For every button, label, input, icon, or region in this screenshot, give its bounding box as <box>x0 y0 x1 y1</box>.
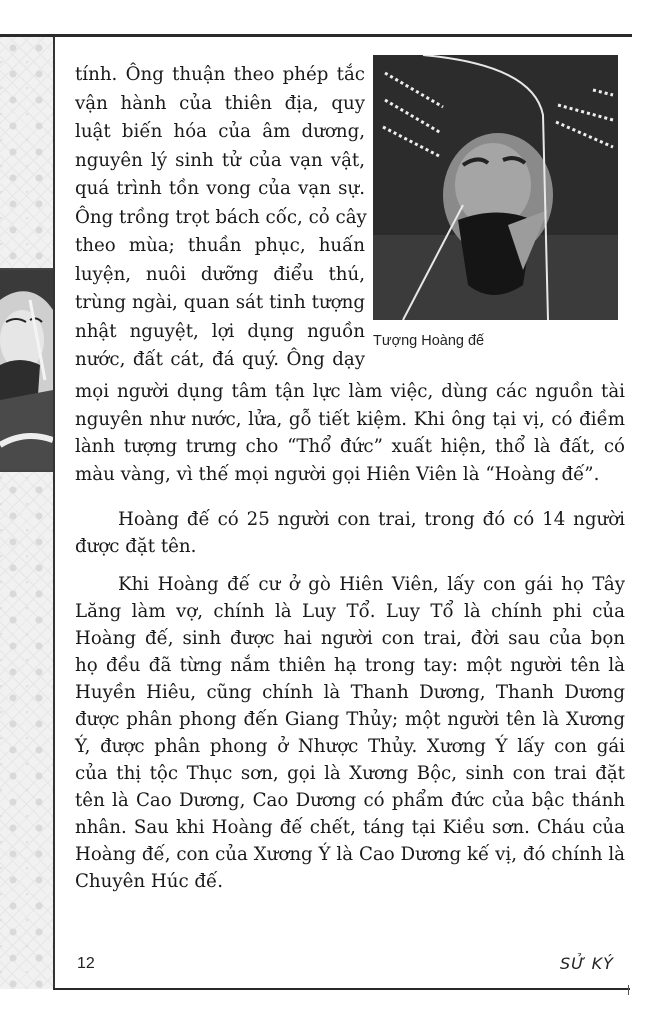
paragraph-1-beside-figure <box>75 61 365 375</box>
text-line: được phân phong đến Giang Thủy; một người tên là Xương <box>75 709 625 730</box>
text-line: màu vàng, vì thế mọi người gọi Hiên Viên là “Hoàng đế”. <box>75 464 600 486</box>
text-line: vận hành của thiên địa, quy <box>75 92 365 114</box>
text-line: nước, đất cát, đá quý. Ông dạy <box>75 349 365 370</box>
hoang-de-statue-photo <box>373 55 618 320</box>
text-line: Hoàng đế có 25 người con trai, trong đó có 14 người <box>118 509 625 530</box>
bottom-rule <box>53 988 630 990</box>
paragraph-2 <box>75 506 625 560</box>
text-line: nguyên lý sinh tử của vạn vật, <box>75 149 365 171</box>
page-number: 12 <box>77 955 95 972</box>
text-line: Lăng làm vợ, chính là Luy Tổ. Luy Tổ là chính phi của <box>75 601 625 622</box>
text-line: Khi Hoàng đế cư ở gò Hiên Viên, lấy con gái họ Tây <box>118 574 625 595</box>
bottom-rule-end-tick <box>628 985 629 995</box>
text-line: quá trình tồn vong của vạn sự. <box>75 178 365 199</box>
text-line: nhật nguyệt, lợi dụng nguồn <box>75 320 365 342</box>
top-rule <box>0 34 632 37</box>
border-vertical-rule <box>53 35 55 990</box>
text-line: nhân. Sau khi Hoàng đế chết, táng tại Kiều sơn. Cháu của <box>75 817 625 838</box>
side-portrait-image <box>0 268 53 472</box>
text-line: Ý, được phân phong ở Nhược Thủy. Xương Ý lấy con gái <box>75 736 625 757</box>
text-line: của thị tộc Thục sơn, gọi là Xương Bộc, sinh con trai đặt <box>75 763 625 784</box>
text-line: Huyền Hiêu, cũng chính là Thanh Dương, Thanh Dương <box>75 682 625 703</box>
text-line: lành tượng trưng cho “Thổ đức” xuất hiện, thổ là đất, có <box>75 436 625 458</box>
text-line: luyện, nuôi dưỡng điểu thú, <box>75 263 365 285</box>
text-line: Chuyên Húc đế. <box>75 871 224 892</box>
paragraph-1-full-width <box>75 378 625 489</box>
text-line: mọi người dụng tâm tận lực làm việc, dùng các nguồn tài <box>75 381 625 402</box>
text-line: Ông trồng trọt bách cốc, cỏ cây <box>75 206 367 228</box>
text-line: Hoàng đế, sinh được hai người con trai, đời sau của bọn <box>75 628 625 649</box>
paragraph-3 <box>75 571 625 895</box>
figure-caption: Tượng Hoàng đế <box>373 333 485 349</box>
text-line: theo mùa; thuần phục, huấn <box>75 235 365 256</box>
text-line: tên là Cao Dương, Cao Dương có phẩm đức của bậc thánh <box>75 790 625 811</box>
text-line: luật biến hóa của âm dương, <box>75 121 365 142</box>
text-line: tính. Ông thuận theo phép tắc <box>75 64 365 85</box>
text-line: họ đều đã từng nắm thiên hạ trong tay: một người tên là <box>75 655 625 676</box>
text-line: được đặt tên. <box>75 536 197 557</box>
running-title: SỬ KÝ <box>560 954 614 973</box>
text-line: trùng ngài, quan sát tinh tượng <box>75 292 365 313</box>
decorative-border-pattern <box>0 35 53 989</box>
text-line: Hoàng đế, con của Xương Ý là Cao Dương kế vị, đó chính là <box>75 844 625 865</box>
text-line: nguyên như nước, lửa, gỗ tiết kiệm. Khi ông tại vị, có điềm <box>75 408 625 430</box>
